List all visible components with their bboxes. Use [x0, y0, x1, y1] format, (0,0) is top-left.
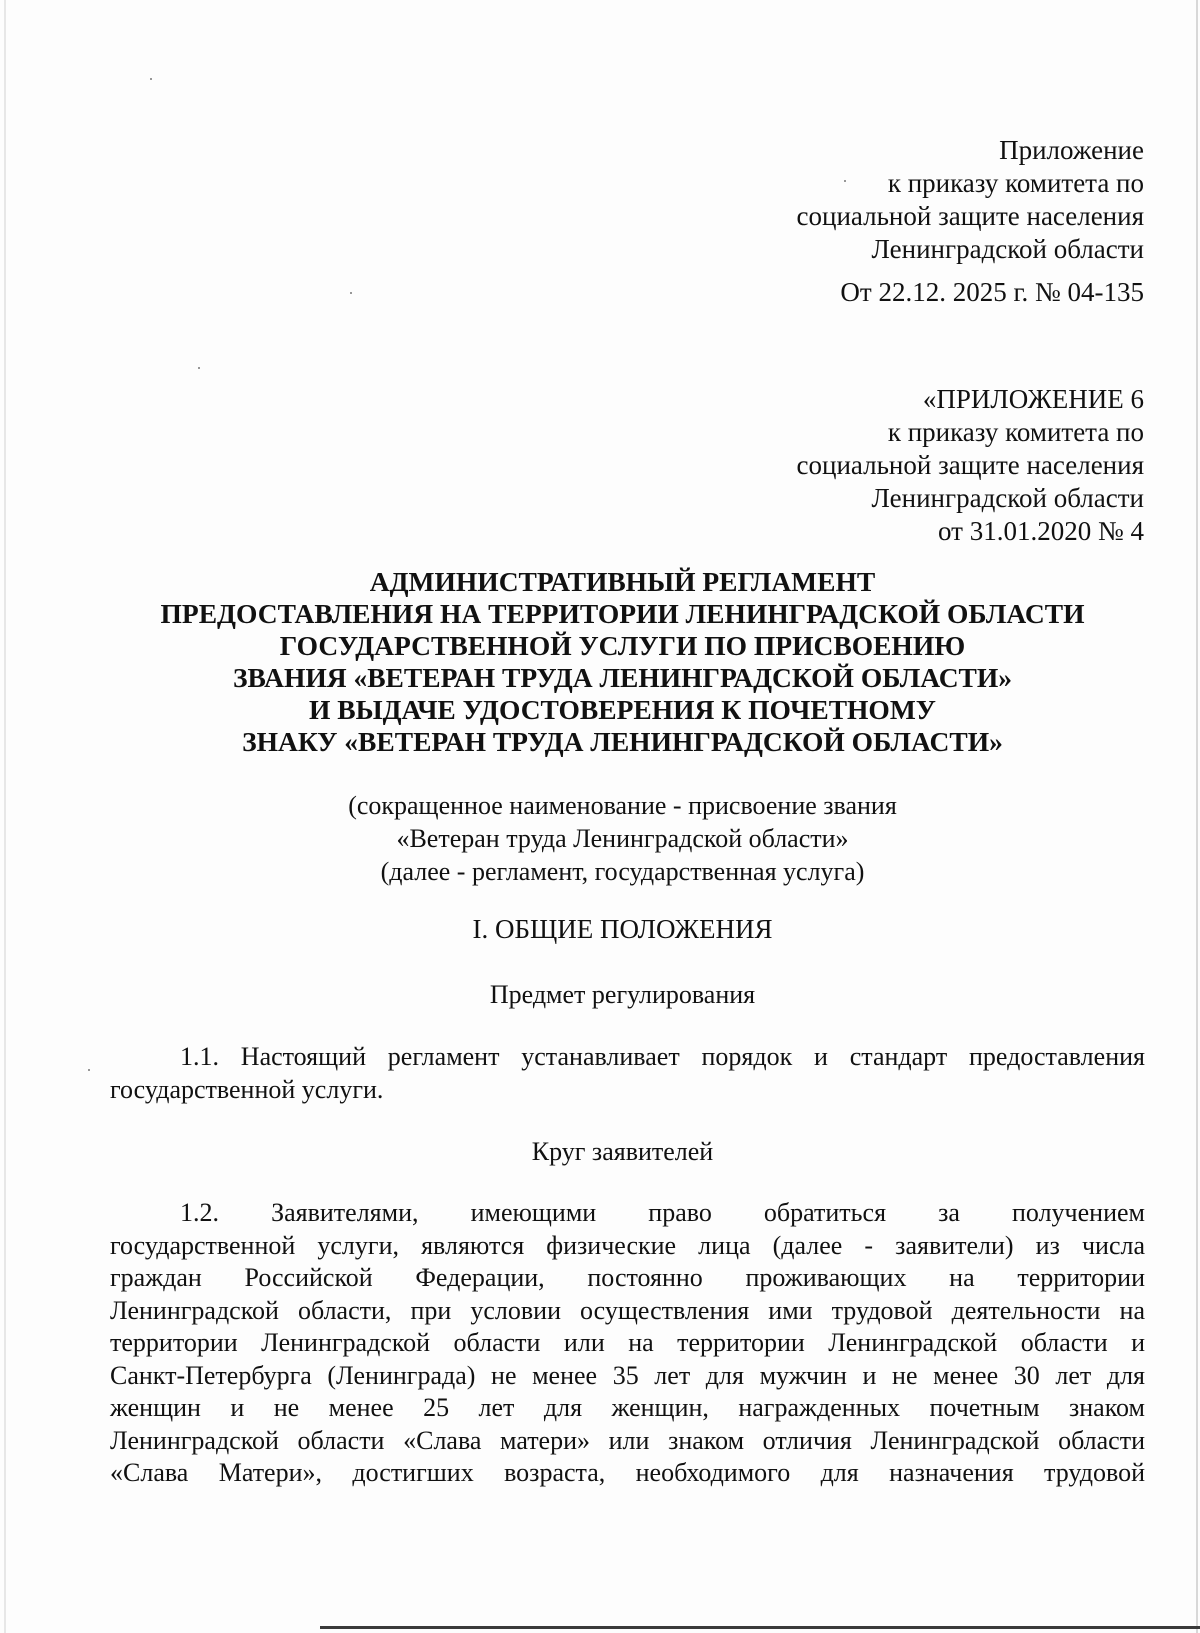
- scan-speck: [88, 1069, 90, 1071]
- appendix-line: к приказу комитета по: [887, 417, 1144, 447]
- appendix-line: Ленинградской области: [871, 483, 1144, 513]
- paragraph-line: 1.2. Заявителями, имеющими право обратиться за получением: [180, 1198, 1145, 1227]
- paragraph-line: Ленинградской области «Слава матери» или знаком отличия Ленинградской области: [110, 1425, 1145, 1455]
- applicants-heading: [100, 1135, 1145, 1168]
- paragraph-line: граждан Российской Федерации, постоянно проживающих на территории: [110, 1263, 1145, 1292]
- title-line: ЗНАКУ «ВЕТЕРАН ТРУДА ЛЕНИНГРАДСКОЙ ОБЛАСТИ»: [242, 726, 1003, 757]
- paragraph-line: Санкт-Петербурга (Ленинграда) не менее 35 лет для мужчин и не менее 30 лет для: [110, 1360, 1145, 1390]
- paragraph-line: территории Ленинградской области или на территории Ленинградской области и: [110, 1328, 1145, 1357]
- title-line: И ВЫДАЧЕ УДОСТОВЕРЕНИЯ К ПОЧЕТНОМУ: [309, 694, 936, 725]
- title-line: ГОСУДАРСТВЕННОЙ УСЛУГИ ПО ПРИСВОЕНИЮ: [279, 630, 966, 661]
- short-name-block: [100, 789, 1145, 888]
- section-heading: I. ОБЩИЕ ПОЛОЖЕНИЯ: [472, 914, 773, 944]
- attachment-line: Приложение: [999, 135, 1144, 165]
- title-line: АДМИНИСТРАТИВНЫЙ РЕГЛАМЕНТ: [369, 566, 876, 597]
- paragraph-line: «Слава Матери», достигших возраста, необходимого для назначения трудовой: [110, 1458, 1145, 1487]
- attachment-block: [797, 134, 1144, 266]
- scan-edge-right: [1196, 0, 1198, 1633]
- short-name-line: (далее - регламент, государственная услуга): [380, 857, 865, 886]
- paragraph-line: государственной услуги, являются физические лица (далее - заявители) из числа: [110, 1230, 1145, 1260]
- paragraph-line: государственной услуги.: [110, 1074, 384, 1104]
- scan-speck: [198, 367, 200, 369]
- appendix-block: [797, 383, 1144, 548]
- attachment-date: [840, 276, 1144, 309]
- scan-edge-left: [4, 0, 6, 1633]
- paragraph-line: 1.1. Настоящий регламент устанавливает порядок и стандарт предоставления: [180, 1042, 1145, 1071]
- title-line: ЗВАНИЯ «ВЕТЕРАН ТРУДА ЛЕНИНГРАДСКОЙ ОБЛАСТИ»: [232, 662, 1013, 693]
- appendix-line: социальной защите населения: [796, 450, 1144, 480]
- scan-speck: [150, 78, 152, 80]
- scan-speck: [350, 292, 352, 294]
- paragraph-line: Ленинградской области, при условии осуществления ими трудовой деятельности на: [110, 1295, 1145, 1325]
- appendix-line: «ПРИЛОЖЕНИЕ 6: [922, 384, 1144, 414]
- scan-bottom-edge: [320, 1626, 1200, 1629]
- subject-heading: [100, 978, 1145, 1011]
- attachment-line: социальной защите населения: [796, 201, 1144, 231]
- paragraph-1-2: [110, 1197, 1145, 1490]
- attachment-line: к приказу комитета по: [887, 168, 1144, 198]
- order-date-number: От 22.12. 2025 г. № 04-135: [840, 277, 1144, 307]
- title-line: ПРЕДОСТАВЛЕНИЯ НА ТЕРРИТОРИИ ЛЕНИНГРАДСКОЙ ОБЛАСТИ: [160, 598, 1085, 629]
- short-name-line: (сокращенное наименование - присвоение звания: [348, 791, 897, 820]
- short-name-line: «Ветеран труда Ленинградской области»: [396, 824, 849, 853]
- paragraph-line: женщин и не менее 25 лет для женщин, награжденных почетным знаком: [110, 1393, 1145, 1422]
- attachment-line: Ленинградской области: [871, 234, 1144, 264]
- document-title: [100, 566, 1145, 758]
- paragraph-1-1: [110, 1041, 1145, 1106]
- appendix-line: от 31.01.2020 № 4: [938, 516, 1144, 546]
- applicants-heading-text: Круг заявителей: [531, 1137, 714, 1166]
- subject-heading-text: Предмет регулирования: [489, 980, 756, 1009]
